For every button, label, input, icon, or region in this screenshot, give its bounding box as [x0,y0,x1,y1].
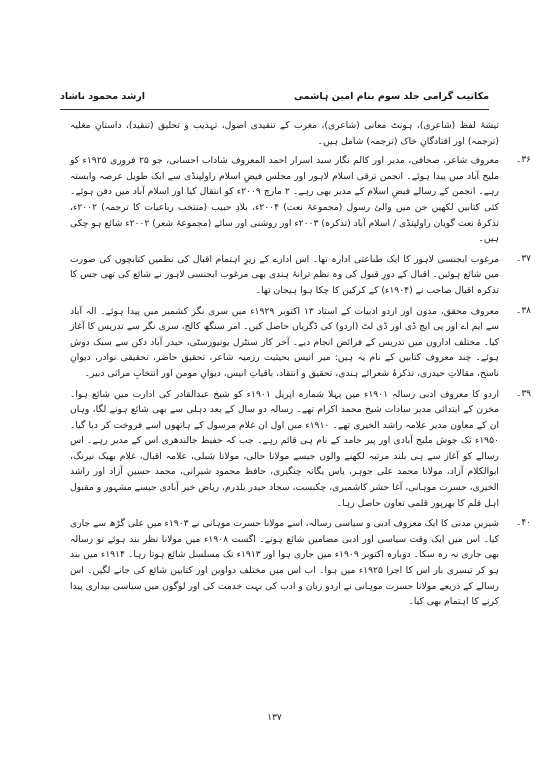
footnotes-body [70,118,531,615]
footnote-entry [70,304,531,382]
intro-paragraph: تیشۂ لفظ (شاعری)، ہونٹ معانی (شاعری)، مغرب کے تنقیدی اصول، تہذیب و تحلیق (تنقید)، داستانِ مغلیہ (ترجمہ) اور افتادگانِ خاک (ترجمہ) شامل ہیں۔ [70,120,499,147]
footnote-text: شیریں مدنی کا ایک معروف ادبی و سیاسی رسالہ، اسے مولانا حسرت موہانی نے ۱۹۰۳ء میں علی گڑھ سے جاری کیا۔ اس میں ایک وقت سیاسی اور ادبی مضامین شائع ہوتے۔ اگست ۱۹۰۸ء میں مولانا نظر بند ہوئے تو رسالہ بھی جاری نہ رہ سکا۔ دوبارہ اکتوبر ۱۹۰۹ء میں جاری ہوا اور ۱۹۱۳ء تک مسلسل شائع ہوتا رہا۔ ۱۹۱۴ء میں بند ہو کر تیسری بار اس کا اجرا ۱۹۲۵ء میں ہوا۔ اب اس میں مختلف دواوین اور کتابیں شائع کی جانے لگیں۔ اس رسالے کے ذریعے مولانا حسرت موہانی نے اردو زبان و ادب کی بہت خدمت کی اور لوگوں میں سیاسی بیداری پیدا کرنے کا اہتمام بھی کیا۔ [70,518,499,608]
footnote-text: مرغوب ایجنسی لاہور کا ایک طباعتی ادارہ تھا۔ اس ادارے کے زیرِ اہتمام اقبال کی نظمیں کتابچوں کی صورت میں شائع ہوئیں۔ اقبال کے دورِ قبول کی وہ نظم ترانۂ ہندی بھی مرغوب ایجنسی لاہور نے شائع کی تھی جس کا تذکرہ اقبال صاحب نے (۱۹۰۴ء) کے کرکین کا چکا ہوا ہیجان تھا۔ [70,253,499,296]
footnote-text: معروف محقق، مدون اور اردو ادبیات کے استاد ۱۳ اکتوبر ۱۹۲۹ء میں سری نگر کشمیر میں پیدا ہوئے۔ الہ آباد سے ایم اے اور پی ایچ ڈی اور ڈی لٹ (اردو) کی ڈگریاں حاصل کیں۔ امر سنگھ کالج، سری نگر سے تدریس کا آغاز کیا۔ مختلف اداروں میں تدریس کے فرائض انجام دیے۔ آخر کار سنٹرل یونیورسٹی، حیدر آباد دکن سے سبک دوش ہوئے۔ چند معروف کتابیں کے نام یہ ہیں: میر انیس بحیثیت رزمیہ شاعر، تحقیق حاضر، تحقیقی نوادر، دیوانِ ناسخ، مقالاتِ حیدری، تذکرۂ شعرائے ہندی، تحقیق و انتقاد، باقیاتِ انیس، دیوانِ مومن اور انتخابِ مراثی دبیر۔ [70,305,499,379]
footnote-entry [70,252,531,299]
header-author-name: ارشد محمود ناشاد [60,91,146,102]
footnote-number: ۳۶۔ [516,155,531,166]
footnote-number: ۳۷۔ [516,253,531,264]
header-rule [60,109,489,110]
footnote-number: ۳۸۔ [516,305,531,316]
footnote-text: معروف شاعر، صحافی، مدیر اور کالم نگار سید اسرار احمد المعروف شاداب احسانی، جو ۲۵ فروری ۱۹۲۵ء کو ملیح آباد میں پیدا ہوئے۔ انجمن ترقی اسلام لاہور اور مجلس فیضِ اسلام راولپنڈی سے ایک طویل عرصہ وابستہ رہے۔ انجمن کے رسالے فیضِ اسلام کے مدیر بھی رہے۔ ۲ مارچ ۲۰۰۹ء کو انتقال کیا اور اسلام آباد میں دفن ہوئے۔ کئی کتابیں لکھیں جن میں والئ رسول (مجموعۂ نعت) ۲۰۰۴ء، بلادِ حبیب (منتخب رباعیات کا ترجمہ) ۲۰۰۲ء، تذکرۂ نعت گویان راولپنڈی / اسلام آباد (تذکرہ) ۲۰۰۳ء اور روشنی اور سائے (مجموعۂ شعر) ۲۰۰۲ء شائع ہو چکی ہیں۔ [70,155,499,245]
footnote-number: ۴۰۔ [516,518,531,529]
footnote-text: اردو کا معروف ادبی رسالہ ۱۹۰۱ء میں پہلا شمارہ اپریل ۱۹۰۱ء کو شیخ عبدالقادر کی ادارت میں شائع ہوا۔ مخزن کے ابتدائی مدیر سادات شیخ محمد اکرام تھے۔ رسالہ دو سال کے بعد دہلی سے بھی شائع ہونے لگا، وہاں ان کے معاون مدیر علامہ راشد الخیری تھے۔ ۱۹۱۰ء میں اول ان غلام مرسول کے ہاتھوں اسے فروخت کر دیا گیا۔ ۱۹۵۰ء تک جوش ملیح آبادی اور پیر حامد کے نام ہی قائم رہے۔ جب کہ حفیظ جالندھری اس کے مدیر رہے۔ اس رسالے کو آغاز سے ہی بلند مرتبہ لکھنے والوں جیسے مولانا حالی، مولانا شبلی، علامہ اقبال، غلام بھیک نیرنگ، ابوالکلام آزاد، مولانا محمد علی جوہر، یاس یگانہ چنگیزی، حافظ محمود شیرانی، محمد حسین آزاد اور راشد الخیری، حسرت موہانی، آغا حشر کاشمیری، چکبست، سجاد حیدر یلدرم، ریاض خیر آبادی جیسے مشہور و مقبول اہل قلم کا بھرپور قلمی تعاون حاصل رہا۔ [70,388,499,509]
footnote-entry [70,516,531,610]
header-book-title: مکاتیب گرامی جلد سوم بنام امین ہاشمی [294,91,489,102]
footnote-entry [70,387,531,512]
footnote-number: ۳۹۔ [516,388,531,399]
page-number: ۱۳۷ [267,713,282,723]
footnote-entry [70,153,531,247]
running-header [60,91,489,107]
